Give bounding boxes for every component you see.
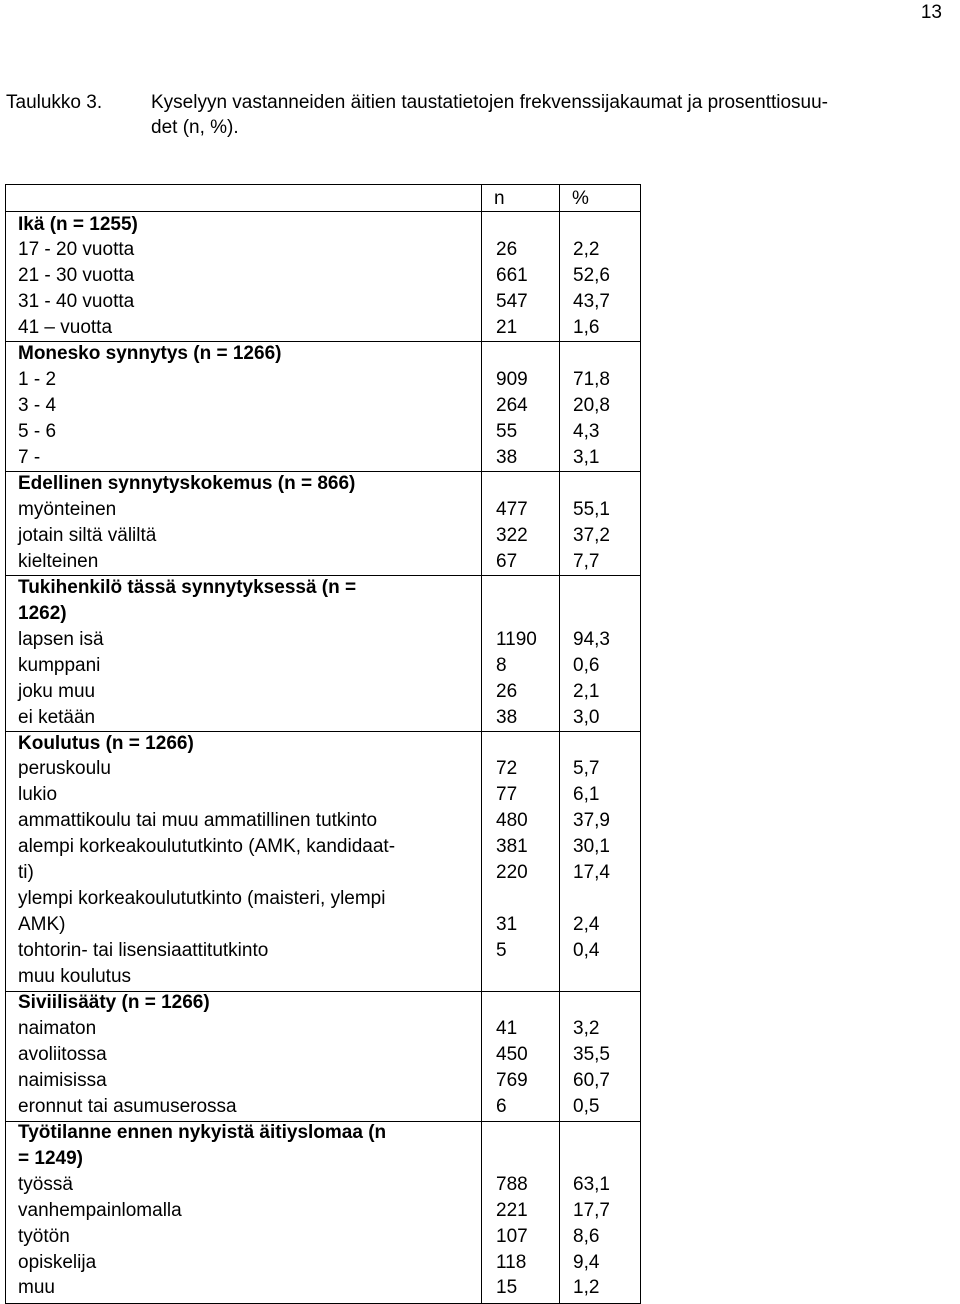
row-label: ei ketään: [18, 706, 96, 728]
row-percent-value: 37,2: [573, 524, 610, 546]
row-label: 31 - 40 vuotta: [18, 291, 135, 313]
row-label: työtön: [18, 1225, 70, 1247]
section-header: Ikä (n = 1255): [18, 213, 138, 235]
row-label: 21 - 30 vuotta: [18, 265, 135, 287]
row-percent-value: 17,7: [573, 1199, 610, 1221]
section-header: Siviilisääty (n = 1266): [18, 992, 210, 1013]
row-percent-value: 52,6: [573, 265, 610, 287]
row-label: kumppani: [18, 654, 101, 676]
row-percent-value: 71,8: [573, 369, 610, 391]
row-label: opiskelija: [18, 1251, 97, 1273]
row-n-value: 909: [496, 369, 528, 391]
row-percent-value: 94,3: [573, 628, 610, 650]
row-label: lapsen isä: [18, 628, 104, 650]
row-percent-value: 0,4: [573, 940, 600, 962]
row-n-value: 55: [496, 421, 518, 443]
row-n-value: 15: [496, 1277, 518, 1299]
row-n-value: 769: [496, 1069, 528, 1091]
row-n-value: 77: [496, 784, 518, 806]
section-header: Edellinen synnytyskokemus (n = 866): [18, 473, 356, 494]
row-label: kielteinen: [18, 550, 99, 572]
row-label: 7 -: [18, 447, 41, 469]
row-percent-value: 17,4: [573, 862, 610, 884]
row-n-value: 450: [496, 1043, 528, 1065]
row-percent-value: 3,0: [573, 706, 600, 728]
row-percent-value: 37,9: [573, 810, 610, 832]
row-n-value: 381: [496, 836, 528, 858]
column-divider: [481, 185, 482, 1303]
row-percent-value: 20,8: [573, 395, 610, 417]
row-n-value: 107: [496, 1225, 528, 1247]
row-label: muu koulutus: [18, 966, 132, 988]
row-label: vanhempainlomalla: [18, 1199, 182, 1221]
row-label: eronnut tai asumuserossa: [18, 1095, 237, 1117]
section-header: Työtilanne ennen nykyistä äitiyslomaa (n: [18, 1121, 387, 1143]
row-n-value: 5: [496, 940, 507, 962]
row-label: 1 - 2: [18, 369, 57, 391]
row-percent-value: 6,1: [573, 784, 600, 806]
page-number: 13: [920, 2, 942, 23]
row-percent-value: 2,1: [573, 680, 600, 702]
row-percent-value: 1,6: [573, 317, 600, 339]
row-label: alempi korkeakoulututkinto (AMK, kandidaat-: [18, 836, 396, 858]
row-n-value: 72: [496, 758, 518, 780]
row-label: ti): [18, 862, 34, 884]
row-label: ammattikoulu tai muu ammatillinen tutkinto: [18, 810, 378, 832]
row-n-value: 220: [496, 862, 528, 884]
row-n-value: 67: [496, 550, 518, 572]
row-percent-value: 0,5: [573, 1095, 600, 1117]
frequency-table: [5, 184, 641, 1304]
section-header: Tukihenkilö tässä synnytyksessä (n =: [18, 576, 357, 598]
row-percent-value: 8,6: [573, 1225, 600, 1247]
caption-text: [151, 90, 956, 140]
row-label: lukio: [18, 784, 58, 806]
row-label: tohtorin- tai lisensiaattitutkinto: [18, 940, 269, 962]
row-n-value: 480: [496, 810, 528, 832]
row-n-value: 41: [496, 1017, 518, 1039]
row-n-value: 26: [496, 680, 518, 702]
row-n-value: 322: [496, 524, 528, 546]
row-n-value: 6: [496, 1095, 507, 1117]
column-header-percent: %: [572, 188, 589, 209]
row-n-value: 26: [496, 239, 518, 261]
row-percent-value: 1,2: [573, 1277, 600, 1299]
row-label: naimisissa: [18, 1069, 107, 1091]
row-percent-value: 30,1: [573, 836, 610, 858]
column-header-n: n: [494, 188, 505, 209]
row-n-value: 477: [496, 498, 528, 520]
row-n-value: 38: [496, 706, 518, 728]
row-percent-value: 63,1: [573, 1173, 610, 1195]
row-n-value: 1190: [496, 628, 537, 650]
row-label: joku muu: [18, 680, 96, 702]
row-n-value: 788: [496, 1173, 528, 1195]
row-percent-value: 35,5: [573, 1043, 610, 1065]
row-label: muu: [18, 1277, 55, 1299]
row-percent-value: 60,7: [573, 1069, 610, 1091]
row-n-value: 21: [496, 317, 518, 339]
row-percent-value: 55,1: [573, 498, 610, 520]
row-percent-value: 0,6: [573, 654, 600, 676]
row-n-value: 661: [496, 265, 528, 287]
row-percent-value: 9,4: [573, 1251, 600, 1273]
row-n-value: 547: [496, 291, 528, 313]
row-percent-value: 2,4: [573, 914, 600, 936]
row-label: jotain siltä väliltä: [18, 524, 157, 546]
row-label: naimaton: [18, 1017, 97, 1039]
row-n-value: 38: [496, 447, 518, 469]
row-percent-value: 3,1: [573, 447, 600, 469]
caption-text-line1: Kyselyyn vastanneiden äitien taustatietojen frekvenssijakaumat ja prosenttiosuu-: [151, 92, 828, 113]
caption-label: Taulukko 3.: [6, 92, 103, 113]
row-percent-value: 4,3: [573, 421, 600, 443]
row-n-value: 8: [496, 654, 507, 676]
row-percent-value: 3,2: [573, 1017, 600, 1039]
row-label: peruskoulu: [18, 758, 111, 780]
row-label: 41 – vuotta: [18, 317, 113, 339]
row-label: 3 - 4: [18, 395, 57, 417]
column-divider: [559, 185, 560, 1303]
row-n-value: 221: [496, 1199, 528, 1221]
row-label: myönteinen: [18, 498, 117, 520]
row-label: avoliitossa: [18, 1043, 107, 1065]
row-label: työssä: [18, 1173, 73, 1195]
section-header: Koulutus (n = 1266): [18, 732, 194, 754]
section-header: 1262): [18, 602, 67, 624]
row-percent-value: 43,7: [573, 291, 610, 313]
row-percent-value: 7,7: [573, 550, 600, 572]
row-label: 5 - 6: [18, 421, 57, 443]
caption-text-line2: det (n, %).: [151, 117, 239, 138]
section-header: = 1249): [18, 1147, 83, 1169]
row-n-value: 118: [496, 1251, 527, 1273]
section-header: Monesko synnytys (n = 1266): [18, 343, 282, 365]
row-percent-value: 5,7: [573, 758, 600, 780]
row-label: 17 - 20 vuotta: [18, 239, 135, 261]
row-n-value: 264: [496, 395, 528, 417]
row-n-value: 31: [496, 914, 518, 936]
row-label: AMK): [18, 914, 66, 936]
row-percent-value: 2,2: [573, 239, 600, 261]
row-label: ylempi korkeakoulututkinto (maisteri, ylempi: [18, 888, 386, 910]
